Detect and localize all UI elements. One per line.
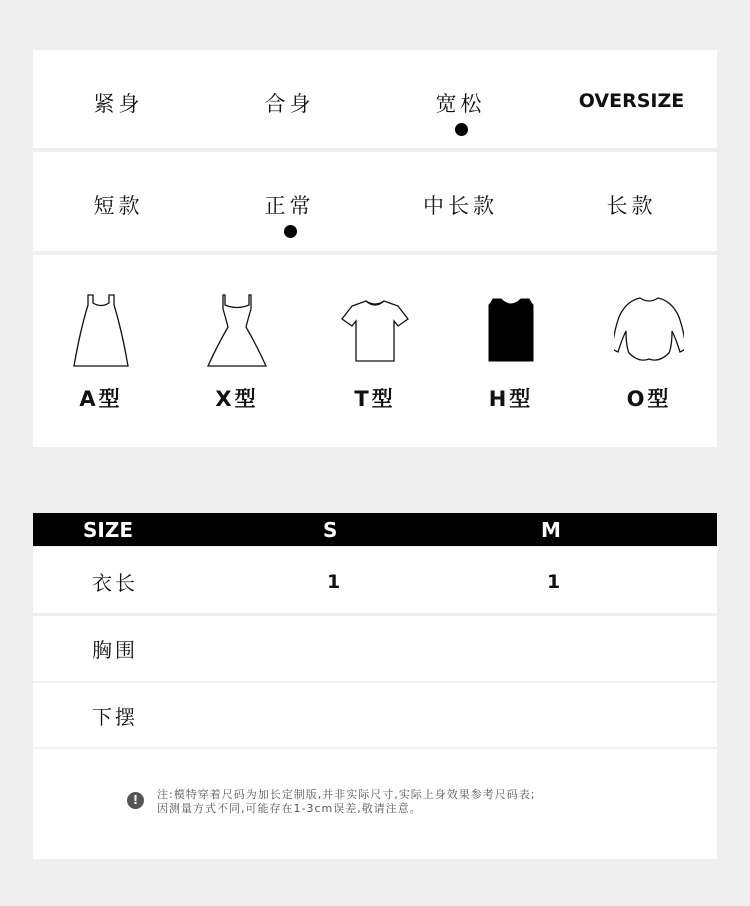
length-option-long [546,152,717,251]
length-option-normal [204,152,375,251]
length-option-midlong [375,152,546,251]
fit-option-oversize [546,50,717,148]
note-line-2: 因测量方式不同,可能存在1-3cm误差,敬请注意。 [157,802,422,815]
fit-panel [33,50,717,148]
table-row [33,616,717,681]
fit-option-tight [33,50,204,148]
length-option-label: 短款 [93,194,144,218]
fit-option-label: 紧身 [93,92,144,116]
fit-option-label: OVERSIZE [578,90,685,112]
measure-name: 胸围 [92,638,138,662]
length-option-label: 正常 [264,194,315,218]
length-panel [33,152,717,251]
size-m-header: M [541,518,561,542]
note-text [157,788,677,816]
exclamation-icon: ! [127,792,144,809]
size-table-header [33,513,717,546]
table-row [33,683,717,747]
measurement-note [33,749,717,859]
shape-panel [33,255,717,447]
size-m-value: 1 [547,571,561,593]
x-line-dress-icon [202,291,272,371]
size-column-header: SIZE [83,518,134,542]
length-option-label: 长款 [606,194,657,218]
shape-label: A型 [79,387,123,411]
note-line-1: 注:模特穿着尺码为加长定制版,并非实际尺寸,实际上身效果参考尺码表; [157,788,536,801]
shape-label: H型 [488,387,534,411]
measure-name: 下摆 [92,705,138,729]
table-row [33,547,717,613]
t-shirt-icon [340,291,410,371]
fit-option-regular [204,50,375,148]
shape-label: O型 [626,387,672,411]
shape-label: X型 [215,387,259,411]
tank-top-icon [476,291,546,371]
selected-indicator-dot [284,225,297,238]
o-shape-sweater-icon [614,291,684,371]
a-line-dress-icon [66,291,136,371]
size-s-header: S [323,518,338,542]
fit-option-loose [375,50,546,148]
fit-option-label: 合身 [264,92,315,116]
measure-name: 衣长 [92,571,138,595]
size-s-value: 1 [327,571,341,593]
fit-option-label: 宽松 [435,92,486,116]
length-option-short [33,152,204,251]
length-option-label: 中长款 [423,194,498,218]
shape-label: T型 [354,387,396,411]
selected-indicator-dot [455,123,468,136]
